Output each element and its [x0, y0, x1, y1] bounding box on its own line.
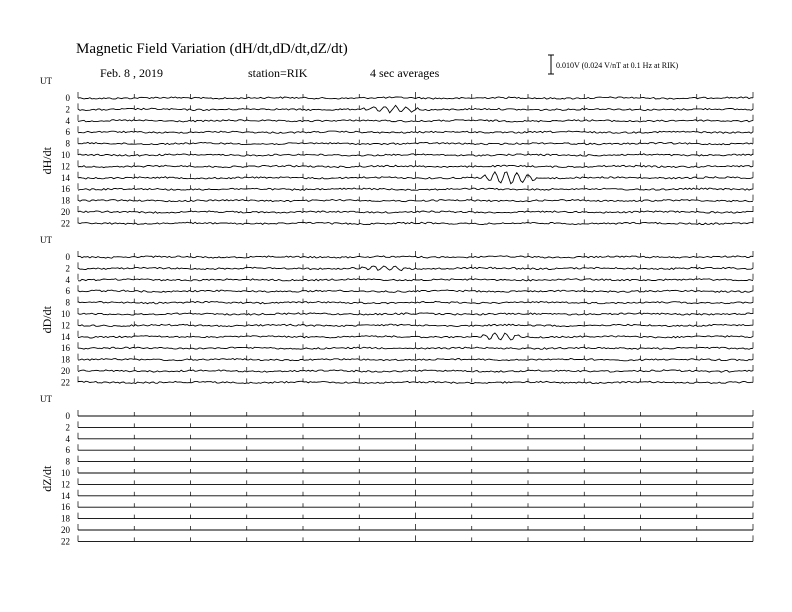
- trace-row: [61, 160, 753, 171]
- hour-tick-label: 4: [65, 433, 70, 444]
- averaging-label: 4 sec averages: [370, 66, 440, 80]
- trace-row: [66, 444, 754, 455]
- panel-dh-dt: [40, 76, 753, 228]
- ut-label: UT: [40, 76, 52, 86]
- hour-tick-label: 16: [61, 502, 70, 513]
- trace-row: [61, 535, 753, 546]
- trace-row: [61, 478, 753, 489]
- hour-tick-label: 6: [65, 286, 70, 297]
- panel-dd-dt: [40, 235, 753, 387]
- scale-bar: [548, 55, 679, 74]
- trace-row: [66, 103, 754, 114]
- trace-row: [61, 490, 753, 501]
- scale-label: 0.010V (0.024 V/nT at 0.1 Hz at RIK): [556, 61, 679, 70]
- hour-tick-label: 16: [61, 343, 70, 354]
- hour-tick-label: 22: [61, 377, 70, 388]
- hour-tick-label: 0: [65, 411, 70, 421]
- trace-row: [66, 274, 754, 285]
- trace-row: [66, 297, 754, 308]
- trace-row: [61, 206, 753, 217]
- trace-row: [61, 365, 753, 376]
- hour-tick-label: 22: [61, 218, 70, 229]
- hour-tick-label: 2: [65, 104, 70, 115]
- y-axis-label: dZ/dt: [40, 465, 54, 492]
- trace-row: [61, 172, 753, 184]
- hour-tick-label: 12: [61, 320, 70, 331]
- y-axis-label: dD/dt: [40, 306, 54, 334]
- trace-row: [61, 331, 753, 342]
- trace-row: [66, 456, 754, 467]
- trace-row: [61, 342, 753, 353]
- y-axis-label: dH/dt: [40, 147, 54, 175]
- hour-tick-label: 12: [61, 479, 70, 490]
- trace-row: [61, 319, 753, 330]
- hour-tick-label: 2: [65, 422, 70, 433]
- trace-row: [66, 262, 754, 273]
- trace-row: [61, 467, 753, 478]
- ut-label: UT: [40, 235, 52, 245]
- hour-tick-label: 14: [61, 490, 70, 501]
- trace-row: [66, 433, 754, 444]
- trace-row: [66, 285, 754, 296]
- hour-tick-label: 18: [61, 354, 70, 365]
- trace-row: [61, 308, 753, 319]
- trace-row: [61, 217, 753, 228]
- chart-title: Magnetic Field Variation (dH/dt,dD/dt,dZ/dt): [76, 41, 348, 57]
- trace-row: [66, 92, 754, 103]
- hour-tick-label: 14: [61, 331, 70, 342]
- trace-row: [66, 115, 754, 126]
- hour-tick-label: 14: [61, 172, 70, 183]
- hour-tick-label: 2: [65, 263, 70, 274]
- panels: [40, 76, 753, 546]
- hour-tick-label: 4: [65, 274, 70, 285]
- hour-tick-label: 8: [65, 138, 70, 149]
- hour-tick-label: 12: [61, 161, 70, 172]
- panel-dz-dt: [40, 394, 753, 546]
- hour-tick-label: 8: [65, 456, 70, 467]
- trace-line: [78, 347, 753, 349]
- hour-tick-label: 22: [61, 536, 70, 547]
- trace-row: [61, 524, 753, 535]
- hour-tick-label: 0: [65, 252, 70, 262]
- trace-row: [61, 354, 753, 365]
- hour-tick-label: 20: [61, 525, 70, 535]
- hour-tick-label: 8: [65, 297, 70, 308]
- trace-row: [61, 513, 753, 524]
- hour-tick-label: 10: [61, 309, 70, 319]
- trace-row: [66, 410, 754, 421]
- trace-row: [66, 138, 754, 149]
- trace-row: [61, 195, 753, 206]
- trace-row: [61, 183, 753, 194]
- hour-tick-label: 18: [61, 513, 70, 524]
- trace-row: [61, 149, 753, 160]
- trace-row: [66, 251, 754, 262]
- hour-tick-label: 20: [61, 207, 70, 217]
- trace-row: [61, 376, 753, 387]
- hour-tick-label: 18: [61, 195, 70, 206]
- trace-row: [66, 126, 754, 137]
- ut-label: UT: [40, 394, 52, 404]
- date-label: Feb. 8 , 2019: [100, 66, 163, 80]
- hour-tick-label: 16: [61, 184, 70, 195]
- trace-row: [61, 501, 753, 512]
- hour-tick-label: 0: [65, 93, 70, 103]
- trace-row: [66, 421, 754, 432]
- hour-tick-label: 20: [61, 366, 70, 376]
- hour-tick-label: 10: [61, 468, 70, 478]
- station-label: station=RIK: [248, 66, 308, 80]
- hour-tick-label: 10: [61, 150, 70, 160]
- hour-tick-label: 6: [65, 445, 70, 456]
- hour-tick-label: 6: [65, 127, 70, 138]
- hour-tick-label: 4: [65, 115, 70, 126]
